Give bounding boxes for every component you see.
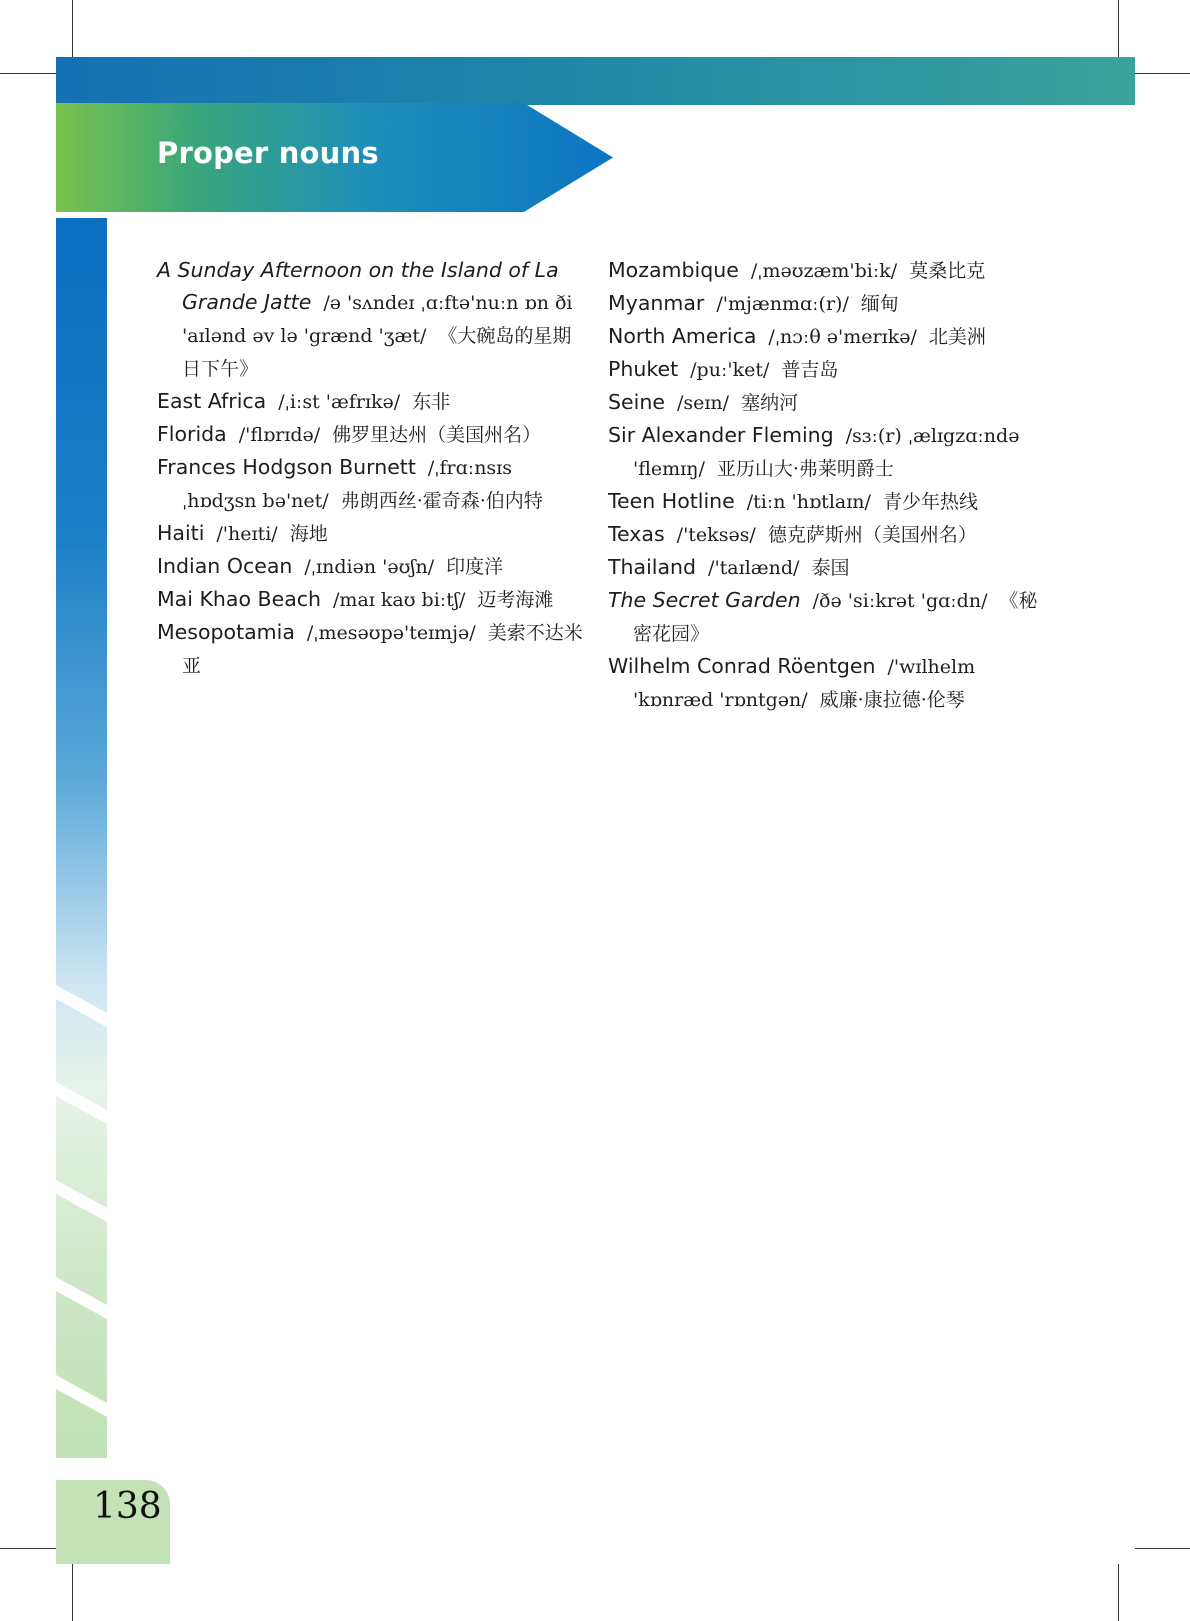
glossary-entry — [157, 583, 587, 616]
entry-term: Wilhelm Conrad Röentgen — [608, 654, 876, 678]
glossary-entry — [608, 320, 1048, 353]
entry-pronunciation: /'mjænmɑː(r)/ — [716, 293, 849, 315]
entry-term: Indian Ocean — [157, 554, 293, 578]
entry-pronunciation: /sɜː(r) ˌælɪgzɑːndə 'flemɪŋ/ — [633, 425, 1020, 480]
crop-mark — [1118, 1564, 1119, 1621]
entry-pronunciation: /ˌməʊzæm'biːk/ — [750, 260, 898, 282]
entry-pronunciation: /'taɪlænd/ — [708, 557, 800, 579]
glossary-entry — [157, 517, 587, 550]
entry-translation: 泰国 — [811, 557, 850, 579]
entry-translation: 《秘密花园》 — [633, 590, 1038, 645]
entry-translation: 东非 — [412, 391, 451, 413]
entry-term: Texas — [608, 522, 665, 546]
entry-term: Teen Hotline — [608, 489, 735, 513]
entry-pronunciation: /'wɪlhelm 'kɒnræd 'rɒntgən/ — [633, 656, 976, 711]
entry-term: A Sunday Afternoon on the Island of La Grande Jatte — [157, 258, 559, 314]
crop-mark — [1118, 0, 1119, 57]
entry-pronunciation: /'heɪti/ — [216, 523, 278, 545]
page-title: Proper nouns — [157, 136, 379, 170]
glossary-entry — [157, 254, 587, 385]
glossary-entry — [608, 419, 1048, 485]
entry-translation: 亚历山大·弗莱明爵士 — [716, 458, 894, 480]
glossary-entry — [157, 385, 587, 418]
entry-translation: 青少年热线 — [882, 491, 978, 513]
entry-pronunciation: /ˌɪndiən 'əʊʃn/ — [304, 556, 435, 578]
entry-term: Haiti — [157, 521, 205, 545]
glossary-entry — [608, 485, 1048, 518]
entry-term: The Secret Garden — [608, 588, 801, 612]
entry-translation: 迈考海滩 — [477, 589, 554, 611]
entry-pronunciation: /seɪn/ — [676, 392, 730, 414]
entry-translation: 威廉·康拉德·伦琴 — [819, 689, 965, 711]
entry-translation: 莫桑比克 — [909, 260, 986, 282]
entry-term: East Africa — [157, 389, 267, 413]
entry-term: Seine — [608, 390, 665, 414]
glossary-entry — [608, 518, 1048, 551]
glossary-column-right — [608, 254, 1048, 716]
entry-translation: 印度洋 — [446, 556, 504, 578]
entry-translation: 德克萨斯州（美国州名） — [767, 524, 977, 546]
entry-pronunciation: /maɪ kaʊ biːtʃ/ — [333, 589, 466, 611]
entry-term: North America — [608, 324, 757, 348]
entry-pronunciation: /'flɒrɪdə/ — [238, 424, 321, 446]
glossary-column-left — [157, 254, 587, 682]
entry-term: Frances Hodgson Burnett — [157, 455, 416, 479]
entry-term: Florida — [157, 422, 227, 446]
entry-pronunciation: /ˌnɔːθ ə'merɪkə/ — [768, 326, 917, 348]
entry-pronunciation: /ə 'sʌndeɪ ˌɑːftə'nuːn ɒn ði 'aɪlənd əv lə 'grænd 'ʒæt/ — [182, 292, 573, 347]
header-band — [56, 57, 1135, 105]
entry-translation: 弗朗西丝·霍奇森·伯内特 — [340, 490, 543, 512]
glossary-entry — [608, 551, 1048, 584]
entry-pronunciation: /tiːn 'hɒtlaɪn/ — [746, 491, 871, 513]
entry-translation: 美索不达米亚 — [182, 622, 583, 677]
crop-mark — [0, 73, 56, 74]
entry-pronunciation: /ˌiːst 'æfrɪkə/ — [278, 391, 401, 413]
glossary-entry — [608, 353, 1048, 386]
entry-translation: 普吉岛 — [781, 359, 839, 381]
side-decoration-bar — [56, 218, 107, 1458]
crop-mark — [72, 0, 73, 57]
crop-mark — [1135, 1548, 1190, 1549]
crop-mark — [72, 1564, 73, 1621]
entry-translation: 缅甸 — [860, 293, 899, 315]
entry-term: Mozambique — [608, 258, 739, 282]
page-number: 138 — [93, 1486, 162, 1527]
entry-translation: 佛罗里达州（美国州名） — [332, 424, 542, 446]
crop-mark — [0, 1548, 56, 1549]
entry-translation: 塞纳河 — [741, 392, 799, 414]
entry-translation: 北美洲 — [928, 326, 986, 348]
glossary-entry — [157, 451, 587, 517]
glossary-entry — [608, 650, 1048, 716]
entry-term: Thailand — [608, 555, 697, 579]
glossary-entry — [608, 584, 1048, 650]
entry-pronunciation: /ðə 'siːkrət 'gɑːdn/ — [812, 590, 988, 612]
crop-mark — [1135, 73, 1190, 74]
entry-term: Phuket — [608, 357, 679, 381]
entry-term: Sir Alexander Fleming — [608, 423, 834, 447]
entry-pronunciation: /puː'ket/ — [690, 359, 770, 381]
entry-translation: 《大碗岛的星期日下午》 — [182, 325, 572, 380]
entry-pronunciation: /'teksəs/ — [676, 524, 756, 546]
entry-term: Mai Khao Beach — [157, 587, 322, 611]
entry-translation: 海地 — [289, 523, 328, 545]
glossary-entry — [608, 386, 1048, 419]
glossary-entry — [608, 287, 1048, 320]
glossary-entry — [157, 418, 587, 451]
entry-term: Mesopotamia — [157, 620, 295, 644]
glossary-entry — [157, 616, 587, 682]
entry-pronunciation: /ˌfrɑːnsɪs ˌhɒdʒsn bə'net/ — [182, 457, 513, 512]
glossary-entry — [608, 254, 1048, 287]
entry-term: Myanmar — [608, 291, 705, 315]
entry-pronunciation: /ˌmesəʊpə'teɪmjə/ — [306, 622, 476, 644]
glossary-entry — [157, 550, 587, 583]
